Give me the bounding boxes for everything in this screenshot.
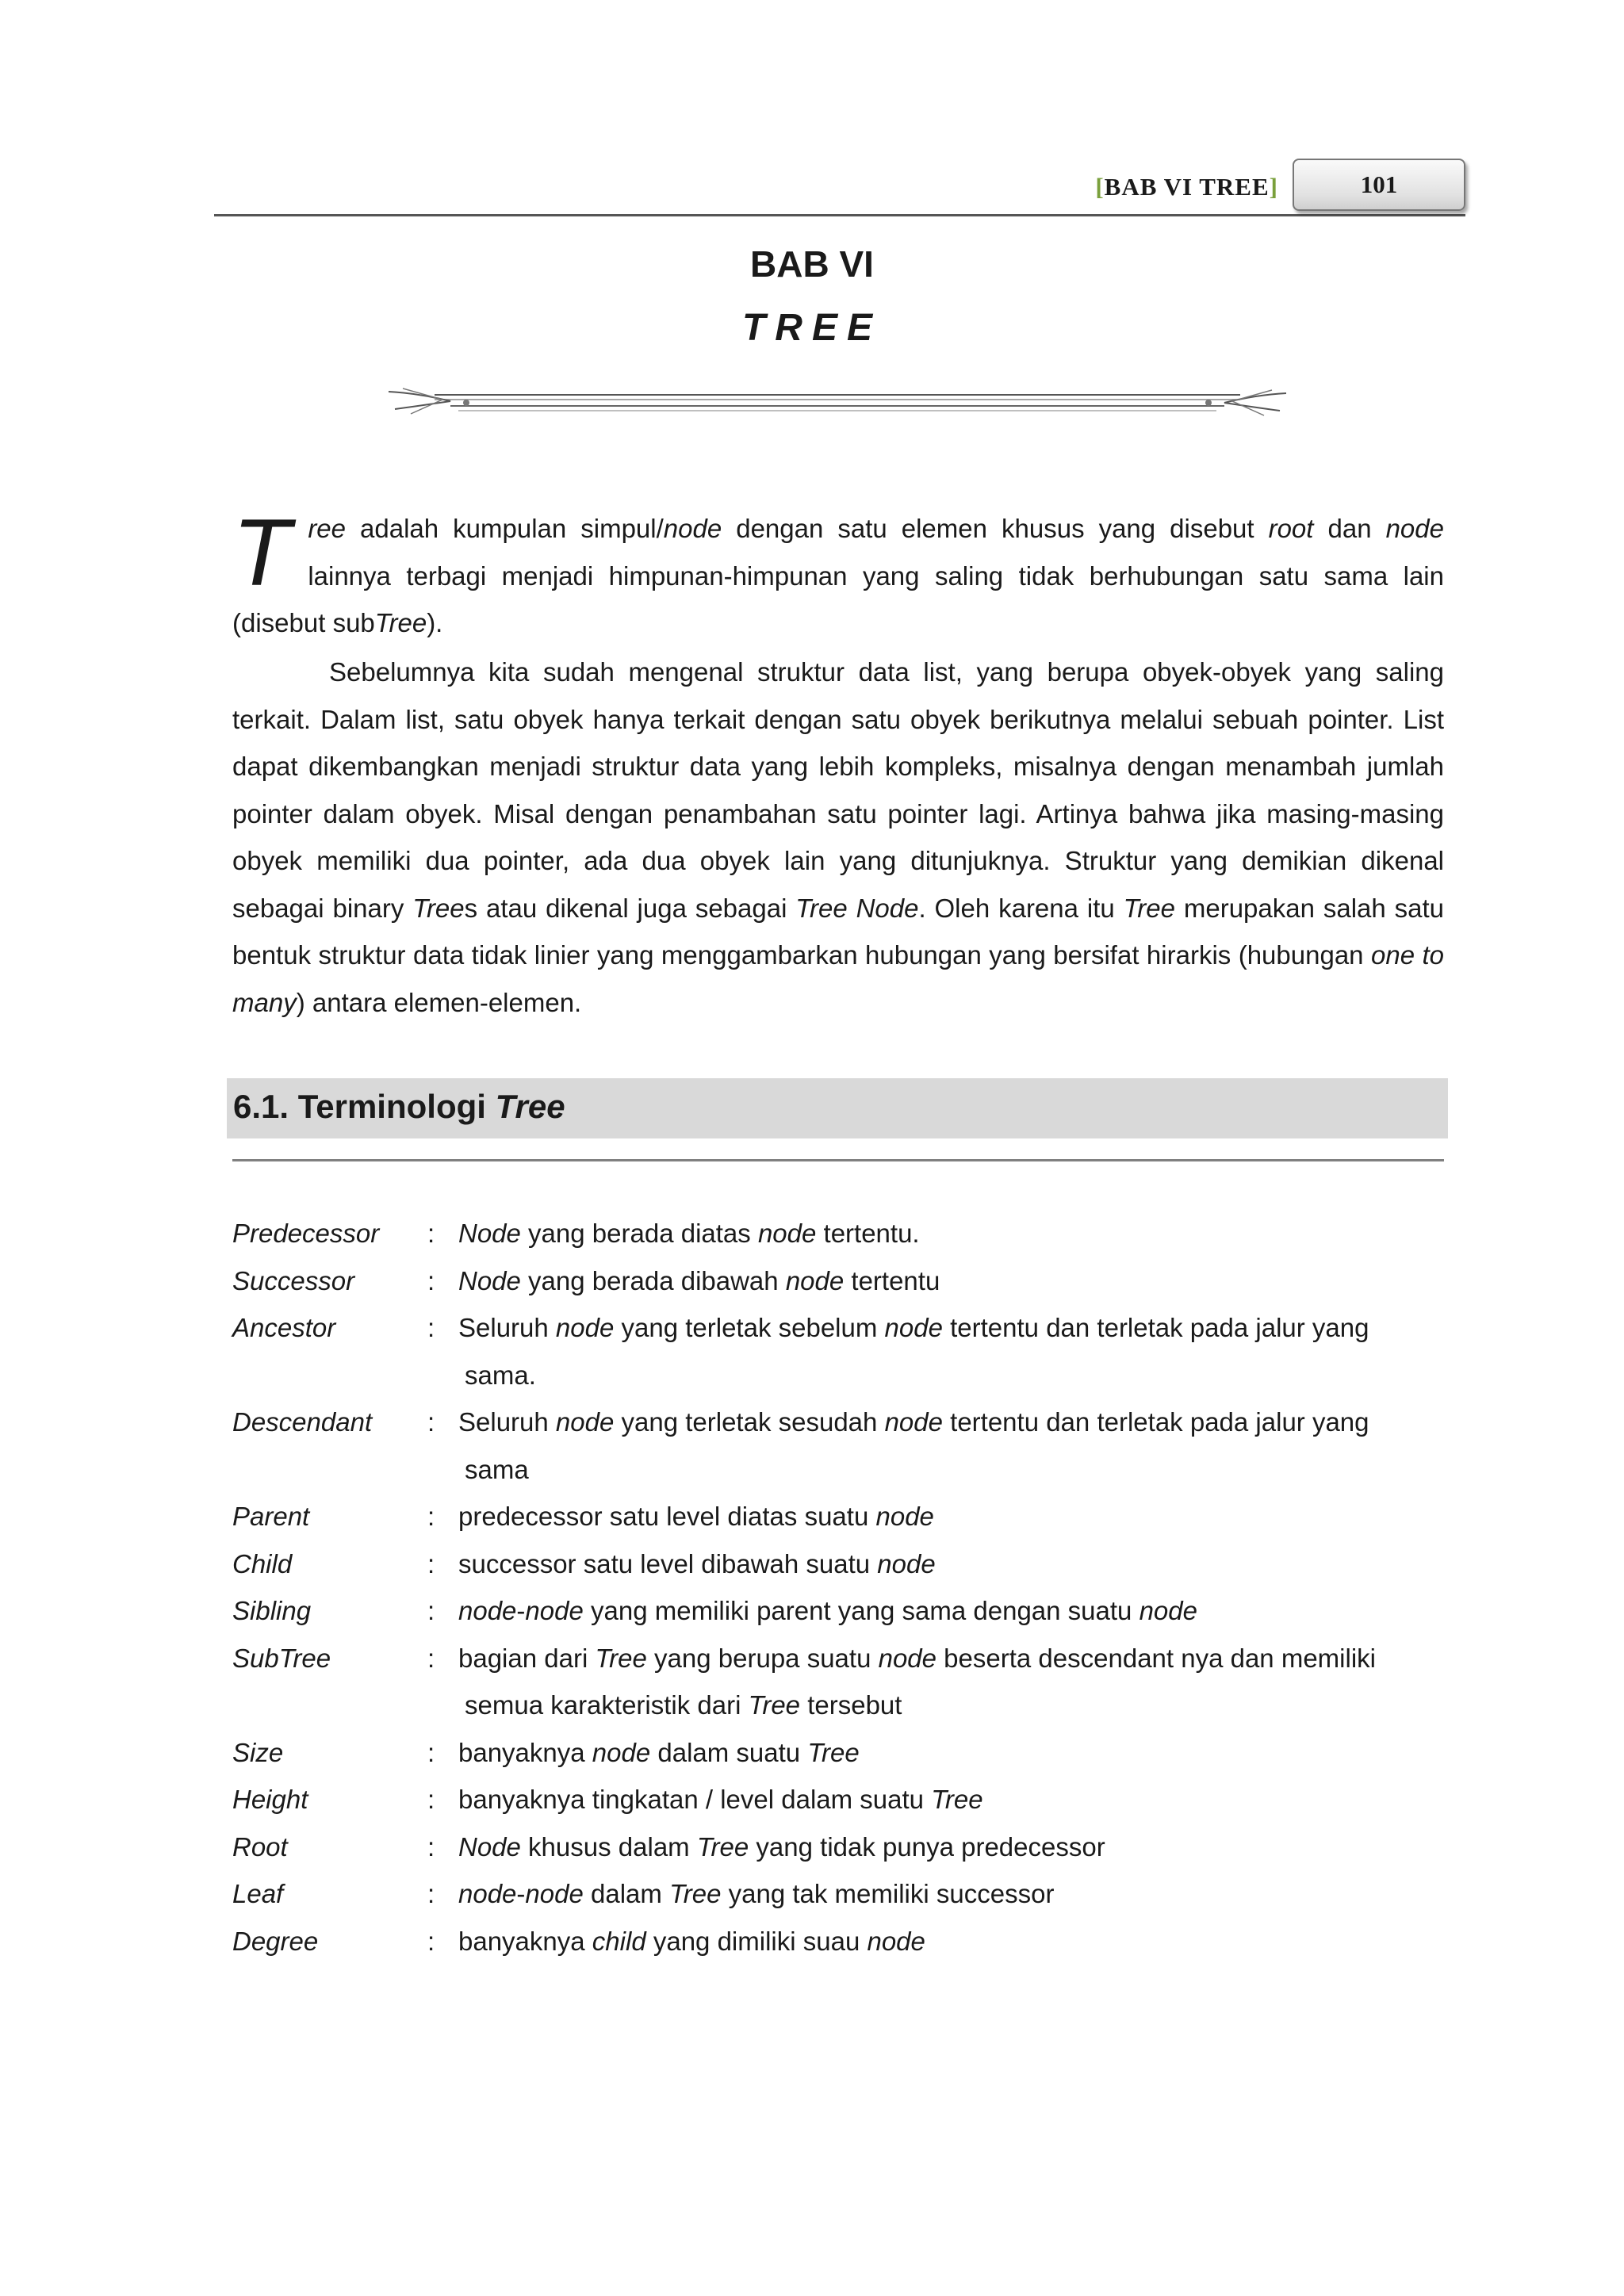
bracket-open: [ [1095,173,1105,201]
term-separator: : [427,1548,435,1578]
term-definition [458,1587,1444,1635]
term-definition [458,1257,1444,1305]
emphasis-text: node [555,1313,615,1342]
text-run: yang tak memiliki successor [721,1879,1055,1908]
term-definition-continuation: sama. [465,1360,536,1390]
term-row [232,1493,1444,1540]
emphasis-text: node [884,1407,943,1437]
chapter-title: TREE [741,307,882,349]
term-row [232,1635,1444,1729]
emphasis-text: node [867,1926,925,1956]
emphasis-text: node [875,1502,934,1531]
text-run: tertentu dan terletak pada jalur yang [942,1313,1369,1342]
text-run: predecessor satu level diatas suatu [458,1502,876,1531]
text-run: ). [427,608,443,637]
emphasis-text: node [555,1407,615,1437]
emphasis-text: node [525,1879,584,1908]
term-separator: : [427,1785,435,1814]
term-row [232,1399,1444,1493]
terminology-list [232,1210,1444,1965]
bracket-close: ] [1269,173,1278,201]
emphasis-text: node [663,514,722,543]
emphasis-text: node [878,1643,937,1673]
term-definition [458,1776,1444,1823]
emphasis-text: Tree [595,1643,647,1673]
term-name: SubTree [232,1643,331,1673]
emphasis-text: Tree [931,1785,983,1814]
term-row [232,1823,1444,1871]
term-separator: : [427,1313,435,1342]
term-name: Successor [232,1265,355,1295]
text-run: . Oleh karena itu [918,893,1124,923]
text-run: yang berupa suatu [646,1643,879,1673]
term-definition [458,1870,1444,1918]
text-run: bagian dari [458,1643,596,1673]
term-row [232,1587,1444,1635]
text-run: yang berada diatas [520,1219,758,1248]
term-separator: : [427,1926,435,1956]
text-run: yang dimiliki suau [645,1926,868,1956]
term-row [232,1776,1444,1823]
emphasis-text: Node [458,1265,521,1295]
emphasis-text: Tree [696,1831,749,1862]
emphasis-text: Tree [374,608,427,637]
term-name: Root [232,1831,288,1862]
term-row [232,1210,1444,1257]
term-row [232,1870,1444,1918]
term-name: Leaf [232,1879,284,1908]
term-separator: : [427,1219,435,1248]
text-run: semua karakteristik dari [465,1690,749,1720]
chapter-number: BAB VI [750,243,874,285]
term-definition [458,1635,1444,1729]
text-run: tertentu [844,1265,940,1295]
term-name: Child [232,1548,293,1578]
text-run: dalam [583,1879,670,1908]
text-run: Sebelumnya kita sudah mengenal struktur data list, yang berupa obyek-obyek yang saling terkait. Dalam list, satu obyek hanya terkait dengan satu obyek berikutnya melalui sebuah pointer. List dapat dikembangkan menjadi struktur data yang lebih kompleks, misalnya dengan menambah jumlah pointer dalam obyek. Misal dengan penambahan satu pointer lagi. Artinya bahwa jika masing-masing obyek memiliki dua pointer, ada dua obyek lain yang ditunjuknya. Struktur yang demikian dikenal sebagai binary [232,657,1444,923]
term-definition [458,1304,1444,1399]
intro-paragraph [232,499,1444,647]
text-run: beserta descendant nya dan memiliki [936,1643,1376,1673]
section-heading-bar [227,1078,1448,1138]
term-definition [458,1493,1444,1540]
term-row [232,1257,1444,1305]
term-separator: : [427,1596,435,1625]
text-run: banyaknya [458,1926,592,1956]
term-separator: : [427,1265,435,1295]
term-definition [458,1823,1444,1871]
text-run: successor satu level dibawah suatu [458,1548,878,1578]
emphasis-text: Tree [1123,893,1175,923]
emphasis-text: Node [458,1219,521,1248]
text-run: banyaknya tingkatan / level dalam suatu [458,1785,932,1814]
text-run: dengan satu elemen khusus yang disebut [722,514,1269,543]
text-run: banyaknya [458,1737,592,1767]
term-row [232,1540,1444,1588]
emphasis-text: child [592,1926,646,1956]
emphasis-text: Tree [807,1737,860,1767]
emphasis-text: node [785,1265,845,1295]
term-row [232,1304,1444,1399]
emphasis-text: ree [308,514,347,543]
text-run: lainnya terbagi menjadi himpunan-himpunan yang saling tidak berhubungan satu sama lain (disebut sub [232,561,1444,637]
text-run: yang terletak sebelum [614,1313,885,1342]
emphasis-text: node [458,1879,517,1908]
section-number: 6.1. Terminologi [233,1088,496,1125]
term-separator: : [427,1407,435,1437]
decorative-divider-ornament [387,382,1288,422]
emphasis-text: Tree [748,1690,801,1720]
emphasis-text: node [525,1596,584,1625]
emphasis-text: Tree [669,1879,722,1908]
intro-paragraph-text [232,499,1444,637]
emphasis-text: Tree [412,893,465,923]
term-definition [458,1729,1444,1777]
term-name: Descendant [232,1407,373,1437]
emphasis-text: node [877,1548,936,1578]
term-definition [458,1918,1444,1965]
text-run: - [516,1879,526,1908]
page-header [214,155,1465,216]
term-row [232,1918,1444,1965]
term-name: Size [232,1737,284,1767]
text-run: yang terletak sesudah [614,1407,885,1437]
text-run: yang memiliki parent yang sama dengan suatu [583,1596,1139,1625]
term-name: Parent [232,1502,310,1531]
emphasis-text: root [1268,514,1314,543]
running-head [1095,173,1278,201]
emphasis-text: node [1139,1596,1197,1625]
emphasis-text: node [458,1596,517,1625]
section-rule [232,1159,1444,1161]
emphasis-text: node [1385,514,1444,543]
term-name: Predecessor [232,1219,380,1248]
page-number-box [1293,159,1465,211]
text-run: adalah kumpulan simpul/ [346,514,664,543]
term-name: Ancestor [232,1313,336,1342]
text-run: dalam suatu [650,1737,808,1767]
term-definition-continuation: sama [465,1454,529,1484]
text-run: tersebut [800,1690,902,1720]
text-run: tertentu dan terletak pada jalur yang [942,1407,1369,1437]
text-run: yang berada dibawah [520,1265,786,1295]
emphasis-text: node [592,1737,651,1767]
text-run: ) antara elemen-elemen. [296,987,582,1017]
section-title [233,1088,565,1126]
emphasis-text: node [884,1313,943,1342]
text-run: s atau dikenal juga sebagai [464,893,796,923]
text-run: Seluruh [458,1407,556,1437]
term-name: Sibling [232,1596,312,1625]
term-name: Degree [232,1926,319,1956]
text-run: Seluruh [458,1313,556,1342]
term-separator: : [427,1502,435,1531]
term-separator: : [427,1737,435,1767]
drop-cap: T [232,499,291,606]
term-row [232,1729,1444,1777]
emphasis-text: Node [458,1831,521,1862]
emphasis-text: Tree Node [795,893,919,923]
text-run: yang tidak punya predecessor [749,1831,1105,1862]
text-run: merupakan salah satu bentuk struktur data tidak linier yang menggambarkan hubungan yang bersifat hirarkis (hubungan [232,893,1444,970]
emphasis-text: one to many [232,940,1445,1017]
page-number: 101 [1360,170,1398,198]
text-run: - [516,1596,526,1625]
term-separator: : [427,1879,435,1908]
text-run: khusus dalam [520,1831,697,1862]
term-definition [458,1540,1444,1588]
term-definition [458,1210,1444,1257]
emphasis-text: node [757,1219,817,1248]
section-title-emphasis: Tree [495,1088,565,1125]
running-title: BAB VI TREE [1104,173,1270,201]
term-definition [458,1399,1444,1493]
term-separator: : [427,1643,435,1673]
term-separator: : [427,1831,435,1862]
text-run: tertentu. [816,1219,920,1248]
text-run: dan [1313,514,1386,543]
term-definition-continuation [458,1682,1444,1729]
term-name: Height [232,1785,308,1814]
body-paragraph [232,649,1444,1026]
